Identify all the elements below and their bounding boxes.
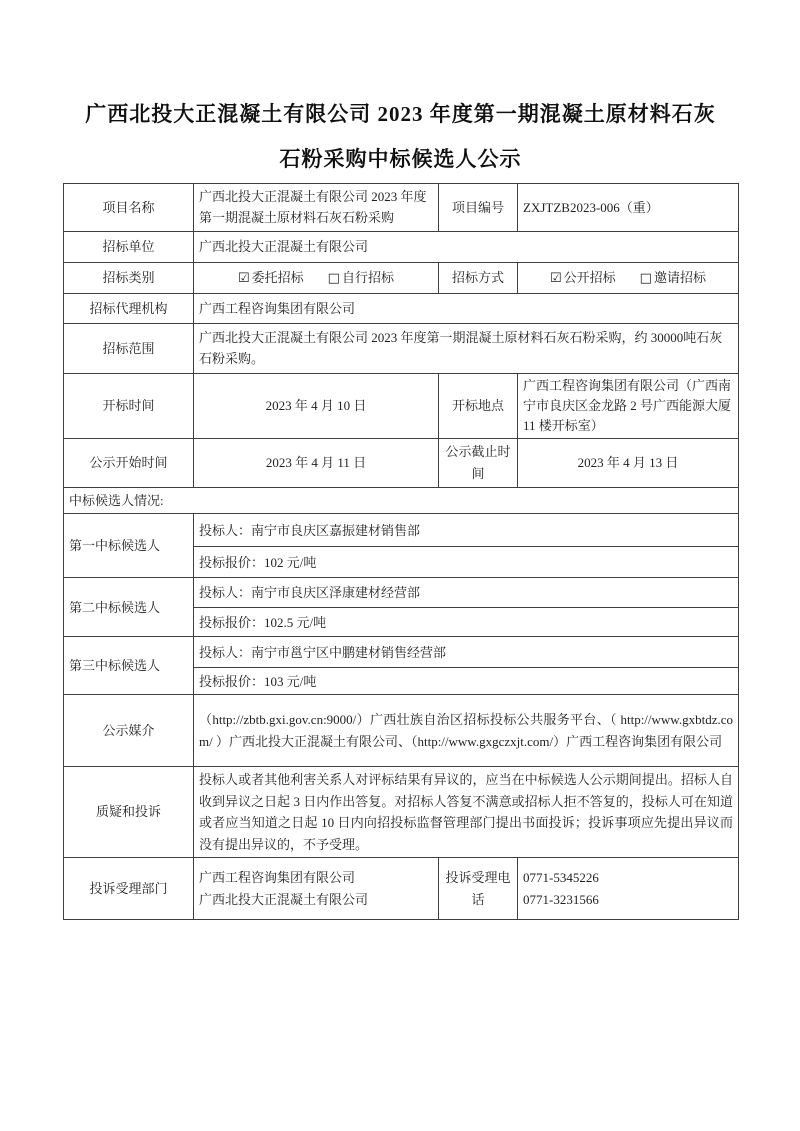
tender-method-label: 招标方式 [439, 262, 518, 293]
option-open-tender [550, 267, 616, 289]
tender-unit-value: 广西北投大正混凝土有限公司 [194, 231, 739, 262]
open-place-label: 开标地点 [439, 373, 518, 438]
row-scope [64, 323, 739, 373]
candidate-3-rank: 第三中标候选人 [64, 637, 194, 695]
checked-checkbox-icon: ☑ [550, 270, 562, 286]
announcement-table [63, 183, 739, 920]
tender-category-label: 招标类别 [64, 262, 194, 293]
candidate-1-bidder: 投标人：南宁市良庆区嘉振建材销售部 [194, 514, 739, 547]
agency-value: 广西工程咨询集团有限公司 [194, 293, 739, 323]
complaint-dept-line1: 广西工程咨询集团有限公司 [199, 870, 356, 886]
option-open-tender-label: 公开招标 [563, 269, 616, 285]
tender-unit-label: 招标单位 [64, 231, 194, 262]
row-complaint [64, 858, 739, 920]
agency-label: 招标代理机构 [64, 293, 194, 323]
complaint-dept-line2: 广西北投大正混凝土有限公司 [199, 891, 369, 907]
option-entrusted-tender [238, 267, 304, 289]
row-candidates-header [64, 487, 739, 513]
publicity-end-value: 2023 年 4 月 13 日 [518, 438, 739, 487]
complaint-phone-line2: 0771-3231566 [523, 891, 599, 907]
project-code-value: ZXJTZB2023-006（重） [518, 184, 739, 232]
candidate-3-price: 投标报价：103 元/吨 [194, 668, 739, 695]
unchecked-checkbox-icon: □ [639, 270, 652, 286]
complaint-phone-value [518, 858, 739, 920]
row-agency [64, 293, 739, 323]
unchecked-checkbox-icon: □ [327, 270, 340, 286]
project-name-value: 广西北投大正混凝土有限公司 2023 年度第一期混凝土原材料石灰石粉采购 [194, 184, 439, 232]
option-invited-tender-label: 邀请招标 [653, 269, 706, 285]
complaint-dept-label: 投诉受理部门 [64, 858, 194, 920]
option-self-tender-label: 自行招标 [341, 269, 394, 285]
open-place-value: 广西工程咨询集团有限公司（广西南宁市良庆区金龙路 2 号广西能源大厦 11 楼开标室） [518, 373, 739, 438]
candidates-section-header: 中标候选人情况: [64, 487, 739, 513]
complaint-phone-label: 投诉受理电话 [439, 858, 518, 920]
row-objection [64, 767, 739, 858]
row-publicity-media [64, 695, 739, 767]
row-opening [64, 373, 739, 438]
row-candidate-3-bidder [64, 637, 739, 668]
row-tender-category [64, 262, 739, 293]
document-title-line2: 石粉采购中标候选人公示 [279, 147, 522, 171]
candidate-1-price: 投标报价：102 元/吨 [194, 547, 739, 578]
objection-value: 投标人或者其他利害关系人对评标结果有异议的，应当在中标候选人公示期间提出。招标人自收到异议之日起 3 日内作出答复。对招标人答复不满意或招标人拒不答复的，投标人可在知道或者应当知道之日起 10 日内向招投标监督管理部门提出书面投诉；投诉事项应先提出异议而没有提出异议的，不予受理。 [194, 767, 739, 858]
tender-method-options [518, 262, 739, 293]
tender-category-options [194, 262, 439, 293]
row-project-name [64, 184, 739, 232]
complaint-dept-value [194, 858, 439, 920]
document-title-line1: 广西北投大正混凝土有限公司 2023 年度第一期混凝土原材料石灰 [85, 102, 716, 126]
option-entrusted-tender-label: 委托招标 [251, 269, 304, 285]
document-title [63, 92, 738, 182]
row-publicity-period [64, 438, 739, 487]
row-tender-unit [64, 231, 739, 262]
row-candidate-1-bidder [64, 514, 739, 547]
scope-value: 广西北投大正混凝土有限公司 2023 年度第一期混凝土原材料石灰石粉采购，约 30000吨石灰石粉采购。 [194, 323, 739, 373]
checked-checkbox-icon: ☑ [238, 270, 250, 286]
candidate-2-rank: 第二中标候选人 [64, 578, 194, 637]
publicity-media-label: 公示媒介 [64, 695, 194, 767]
publicity-start-label: 公示开始时间 [64, 438, 194, 487]
open-time-label: 开标时间 [64, 373, 194, 438]
option-self-tender [328, 267, 394, 289]
publicity-media-value: （http://zbtb.gxi.gov.cn:9000/）广西壮族自治区招标投标公共服务平台、（ http://www.gxbtdz.com/ ）广西北投大正混凝土有限公司、（http://www.gxgczxjt.com/）广西工程咨询集团有限公司 [194, 695, 739, 767]
candidate-1-rank: 第一中标候选人 [64, 514, 194, 578]
objection-label: 质疑和投诉 [64, 767, 194, 858]
complaint-phone-line1: 0771-5345226 [523, 870, 599, 886]
candidate-3-bidder: 投标人：南宁市邕宁区中鹏建材销售经营部 [194, 637, 739, 668]
scope-label: 招标范围 [64, 323, 194, 373]
open-time-value: 2023 年 4 月 10 日 [194, 373, 439, 438]
candidate-2-price: 投标报价：102.5 元/吨 [194, 608, 739, 637]
publicity-end-label: 公示截止时间 [439, 438, 518, 487]
project-code-label: 项目编号 [439, 184, 518, 232]
row-candidate-2-bidder [64, 578, 739, 608]
option-invited-tender [640, 267, 706, 289]
project-name-label: 项目名称 [64, 184, 194, 232]
publicity-start-value: 2023 年 4 月 11 日 [194, 438, 439, 487]
candidate-2-bidder: 投标人：南宁市良庆区泽康建材经营部 [194, 578, 739, 608]
